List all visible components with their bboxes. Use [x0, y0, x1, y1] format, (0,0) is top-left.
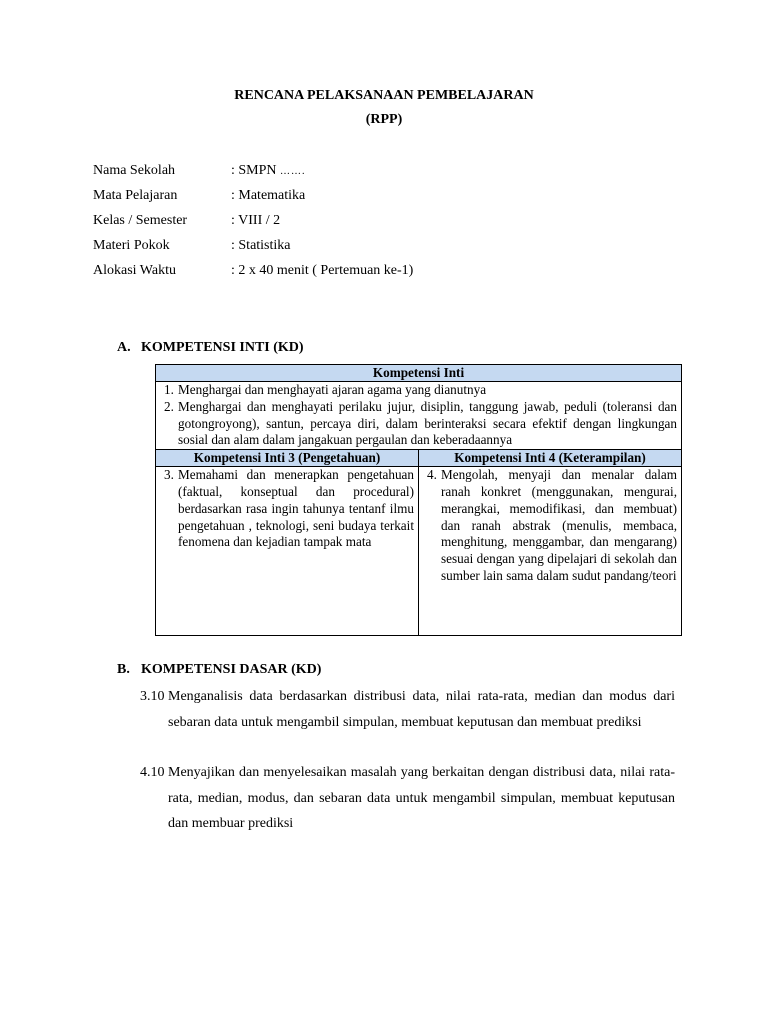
- identity-value-text: : SMPN: [231, 163, 281, 178]
- list-item: [160, 467, 414, 551]
- list-item: [423, 467, 677, 585]
- identity-label: Alokasi Waktu: [93, 263, 176, 278]
- item-number: 3.: [164, 467, 174, 483]
- table-header: Kompetensi Inti: [156, 365, 682, 382]
- item-number: 2.: [164, 398, 174, 414]
- identity-value: : Matematika: [231, 188, 306, 203]
- identity-label: Kelas / Semester: [93, 213, 188, 228]
- kd-code: 4.10: [140, 765, 165, 780]
- list-item: [160, 382, 677, 399]
- kd-text: Menganalisis data berdasarkan distribusi data, nilai rata-rata, median dan modus dari sebaran data untuk mengambil simpulan, membuat keputusan dan membuat prediksi: [168, 689, 675, 730]
- identity-value-dots: …….: [280, 166, 306, 177]
- identity-value: [231, 163, 306, 179]
- identity-value: : VIII / 2: [231, 213, 281, 228]
- section-a-title: KOMPETENSI INTI (KD): [141, 340, 304, 355]
- table-cell-ki-1-2: [156, 382, 682, 450]
- section-b-title: KOMPETENSI DASAR (KD): [141, 662, 322, 677]
- document-title: RENCANA PELAKSANAAN PEMBELAJARAN: [234, 88, 534, 103]
- kd-text: Menyajikan dan menyelesaikan masalah yang berkaitan dengan distribusi data, nilai rata-rata, median, modus, dan sebaran data untuk mengambil simpulan, membuat keputusan dan membuar prediksi: [168, 765, 675, 831]
- list-item: [160, 399, 677, 449]
- identity-label: Mata Pelajaran: [93, 188, 178, 203]
- table-cell-ki3: [156, 467, 419, 636]
- kompetensi-dasar-item: [140, 684, 675, 735]
- document-subtitle: (RPP): [365, 112, 403, 127]
- kd-code: 3.10: [140, 689, 165, 704]
- kompetensi-inti-table: [155, 364, 682, 636]
- item-number: 4.: [427, 467, 437, 483]
- item-text: Menghargai dan menghayati perilaku jujur, disiplin, tanggung jawab, peduli (toleransi dan gotongroyong), santun, percaya diri, dalam berinteraksi secara efektif dengan lingkungan sosial dan alam dalam jangakuan pergaulan dan keberadaannya: [178, 398, 677, 448]
- identity-label: Nama Sekolah: [93, 163, 176, 178]
- identity-label: Materi Pokok: [93, 238, 170, 253]
- item-text: Memahami dan menerapkan pengetahuan (faktual, konseptual dan procedural) berdasarkan rasa ingin tahunya tentanf ilmu pengetahuan , teknologi, seni budaya terkait fenomena dan kejadian tampak mata: [178, 467, 414, 550]
- section-a-heading: [117, 340, 304, 356]
- section-b-number: B.: [117, 662, 130, 677]
- item-text: Mengolah, menyaji dan menalar dalam ranah konkret (menggunakan, mengurai, merangkai, memodifikasi, dan membuat) dan ranah abstrak (menulis, membaca, menghitung, menggambar, dan mengarang) sesuai dengan yang dipelajari di sekolah dan sumber lain sama dalam sudut pandang/teori: [441, 467, 677, 583]
- identity-value: : Statistika: [231, 238, 291, 253]
- kompetensi-dasar-item: [140, 760, 675, 837]
- column-header-ki3: Kompetensi Inti 3 (Pengetahuan): [156, 450, 419, 467]
- identity-value: : 2 x 40 menit ( Pertemuan ke-1): [231, 263, 414, 278]
- item-number: 1.: [164, 382, 174, 397]
- column-header-ki4: Kompetensi Inti 4 (Keterampilan): [419, 450, 682, 467]
- table-cell-ki4: [419, 467, 682, 636]
- section-b-heading: [117, 662, 321, 678]
- section-a-number: A.: [117, 340, 131, 355]
- item-text: Menghargai dan menghayati ajaran agama yang dianutnya: [178, 382, 487, 397]
